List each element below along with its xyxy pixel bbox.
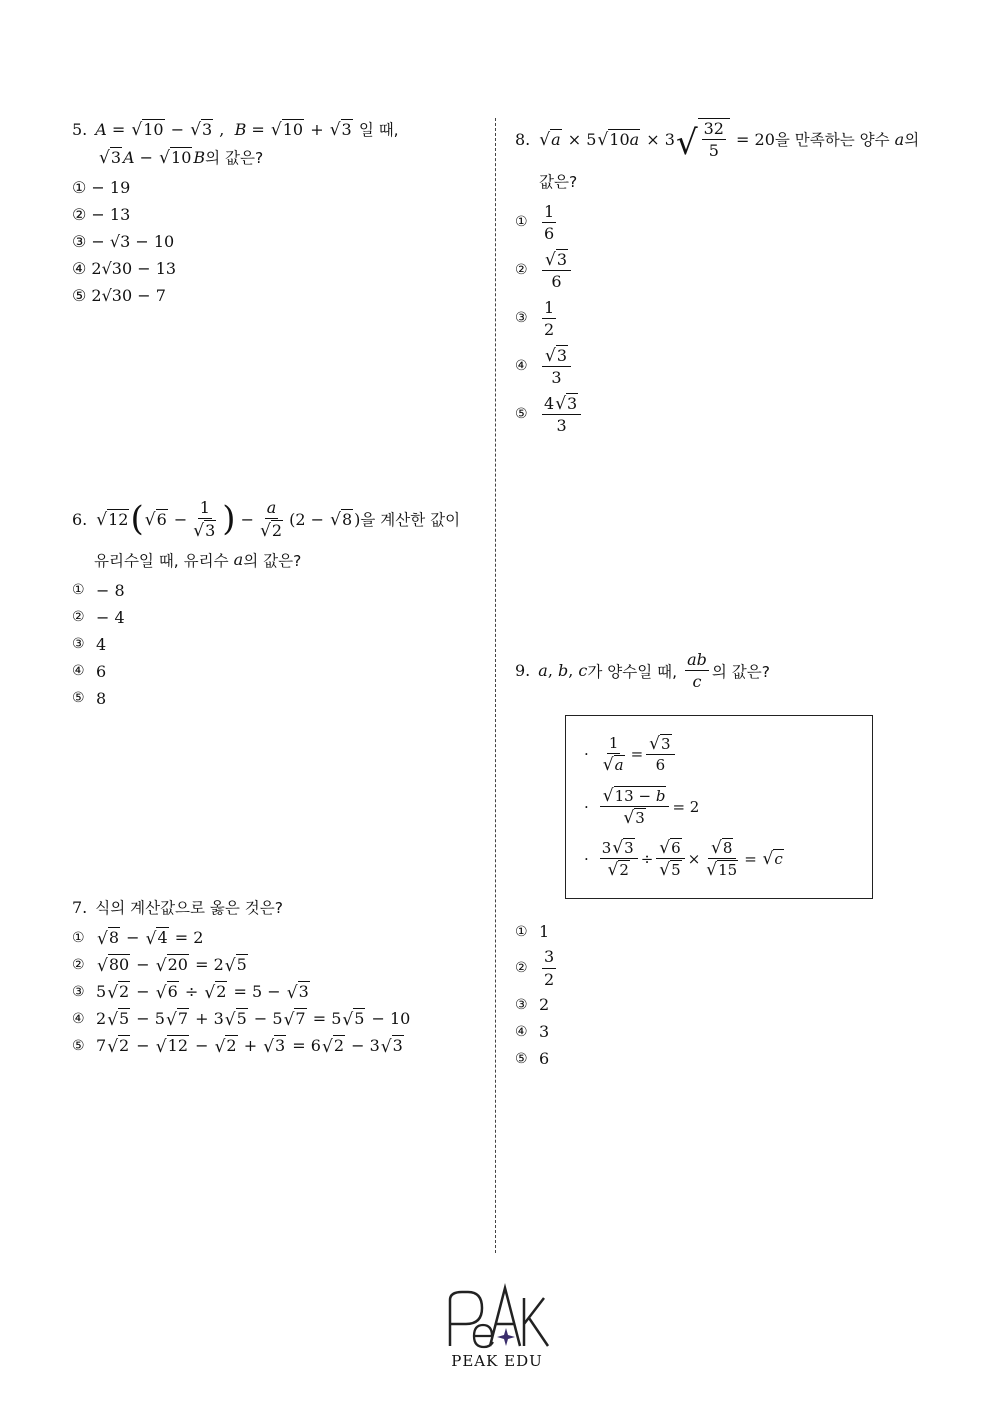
problem-6-choices	[72, 577, 460, 712]
choice-text: 4	[96, 634, 107, 654]
choice-mark: ①	[72, 929, 85, 946]
problem-9-conditions-box	[565, 715, 873, 899]
choice-item[interactable]: ⑤ 4 √ 3 3	[515, 390, 919, 438]
choice-text: ③ − √3 − 10	[72, 232, 175, 251]
problem-9-choices	[515, 918, 559, 1072]
problem-5-stem-tail-1: 일 때,	[358, 121, 399, 139]
choice-text: 2	[539, 995, 550, 1014]
choice-mark: ①	[515, 923, 528, 940]
problem-9-choices-wrap	[515, 918, 559, 1072]
choice-text: 3	[539, 1022, 550, 1041]
choice-mark: ⑤	[515, 406, 528, 423]
choice-mark: ②	[515, 262, 528, 279]
problem-8-stem-line-2-text: 값은?	[539, 173, 578, 192]
choice-text: − 8	[96, 580, 125, 600]
problem-7-stem	[72, 896, 410, 918]
problem-6-stem-line-2b: 의 값은?	[243, 551, 302, 570]
problem-8-choices	[515, 198, 919, 438]
choice-item[interactable]	[72, 201, 399, 228]
problem-8-number: 8.	[515, 129, 531, 149]
problem-9-stem-tail: 의 값은?	[711, 662, 770, 681]
choice-text: 1	[539, 922, 550, 941]
problem-5-number: 5.	[72, 119, 88, 139]
problem-6-number: 6.	[72, 509, 88, 529]
choice-item[interactable]	[72, 658, 460, 685]
choice-mark: ④	[72, 1010, 85, 1027]
choice-mark: ②	[72, 609, 85, 626]
condition-2: · √ 13 − b √ 3 = 2	[584, 786, 700, 828]
choice-item[interactable]: ① √ 8 − √ 4 = 2	[72, 928, 204, 949]
choice-mark: ③	[72, 636, 85, 653]
choice-text: ④ 2√30 − 13	[72, 259, 177, 278]
problem-5-choices	[72, 174, 399, 309]
choice-item[interactable]	[72, 174, 399, 201]
choice-item[interactable]: ③ $\frac{1}{2}$	[515, 297, 555, 339]
choice-item[interactable]	[72, 255, 399, 282]
problem-7-number: 7.	[72, 897, 88, 917]
choice-mark: ②	[72, 956, 85, 973]
problem-5-stem-line-1: 5. A = √ 10 − √ 3 , B = √ 10 + √ 3 일 때,	[72, 119, 399, 141]
problem-6	[72, 498, 460, 712]
choice-item[interactable]	[515, 991, 559, 1018]
choice-text: ② − 13	[72, 205, 131, 224]
choice-item[interactable]	[72, 685, 460, 712]
condition-1: · 1 √ a = √ 3 6	[584, 734, 678, 774]
choice-mark: ④	[515, 358, 528, 375]
problem-9-stem: 9. a , b , c 가 양수일 때, $\frac{ab}{c}$ 의 값은?	[515, 650, 770, 692]
choice-mark: ③	[72, 983, 85, 1000]
choice-mark: ⑤	[72, 1037, 85, 1054]
brand-name: PEAK EDU	[451, 1352, 543, 1370]
choice-text: − 4	[96, 607, 125, 627]
choice-item[interactable]	[72, 228, 399, 255]
problem-8-stem-line-2	[539, 170, 919, 192]
problem-5	[72, 118, 399, 309]
problem-8-stem-line-1: 8. √ a × 5 √ 10a × 3 √ $\frac{32}{5}$ = 20 을 만족하는 양수 a 의	[515, 119, 920, 164]
problem-5-stem-line-2: √ 3 A − √ 10 B 의 값은?	[99, 147, 264, 169]
column-divider	[495, 118, 496, 1253]
choice-item[interactable]: ② √ 3 6	[515, 246, 919, 294]
choice-text: 6	[539, 1049, 550, 1068]
choice-item[interactable]	[72, 577, 460, 604]
choice-mark: ④	[515, 1023, 528, 1040]
choice-item[interactable]: ③ 5 √ 2 − √ 6 ÷ √ 2 = 5 − √ 3	[72, 982, 309, 1003]
condition-3: · 3 √ 3 √ 2 ÷ √ 6 √ 5 × √ 8 √ 15 = √ c	[584, 838, 783, 880]
choice-item[interactable]: ① $\frac{1}{6}$	[515, 201, 555, 243]
choice-text: ⑤ 2√30 − 7	[72, 286, 166, 305]
choice-mark: ②	[515, 960, 528, 976]
choice-text: 6	[96, 661, 107, 681]
problem-9-stem-head: 가 양수일 때,	[587, 662, 678, 681]
choice-mark: ③	[515, 310, 528, 327]
choice-item[interactable]	[515, 1018, 559, 1045]
choice-mark: ④	[72, 663, 85, 680]
choice-item[interactable]	[72, 604, 460, 631]
problem-6-stem-tail-1: 을 계산한 값이	[360, 511, 461, 530]
problem-9	[515, 650, 770, 691]
problem-6-stem-line-2a: 유리수일 때, 유리수	[94, 551, 229, 570]
choice-text: ① − 19	[72, 178, 131, 197]
choice-text: 8	[96, 688, 107, 708]
choice-mark: ①	[72, 582, 85, 599]
choice-item[interactable]	[72, 282, 399, 309]
choice-mark: ①	[515, 214, 528, 231]
problem-6-stem-line-2: 유리수일 때, 유리수 a 의 값은?	[94, 550, 302, 570]
problem-9-number: 9.	[515, 661, 531, 681]
choice-mark: ③	[515, 996, 528, 1013]
choice-item[interactable]: ④ √ 3 3	[515, 342, 919, 390]
choice-mark: ⑤	[515, 1050, 528, 1067]
star-icon	[497, 1328, 515, 1346]
problem-6-stem-line-1: 6. √ 12 ( √ 6 − 1 √ 3 ) − a √ 2 (2 − √ 8 ) 을 계산한 값이	[72, 498, 461, 542]
choice-item[interactable]	[515, 918, 559, 945]
choice-item[interactable]: ② √ 80 − √ 20 = 2 √ 5	[72, 955, 247, 976]
choice-item[interactable]: ④ 2 √ 5 − 5 √ 7 + 3 √ 5 − 5 √ 7 = 5 √ 5 − 10	[72, 1009, 411, 1030]
problem-5-stem-tail-2: 의 값은?	[205, 149, 264, 167]
choice-item[interactable]	[515, 1045, 559, 1072]
choice-item[interactable]: ⑤ 7 √ 2 − √ 12 − √ 2 + √ 3 = 6 √ 2 − 3 √ 3	[72, 1036, 403, 1057]
choice-mark: ⑤	[72, 690, 85, 707]
problem-7-stem-text: 식의 계산값으로 옳은 것은?	[95, 899, 283, 917]
problem-7	[72, 896, 410, 1059]
choice-item[interactable]	[72, 631, 460, 658]
problem-8	[515, 118, 919, 438]
choice-item[interactable]: ② $\frac{3}{2}$	[515, 947, 555, 989]
problem-8-stem-tail-1: 을 만족하는 양수	[774, 131, 890, 150]
problem-8-stem-tail-2: 의	[904, 131, 920, 150]
problem-7-choices	[72, 924, 410, 1059]
